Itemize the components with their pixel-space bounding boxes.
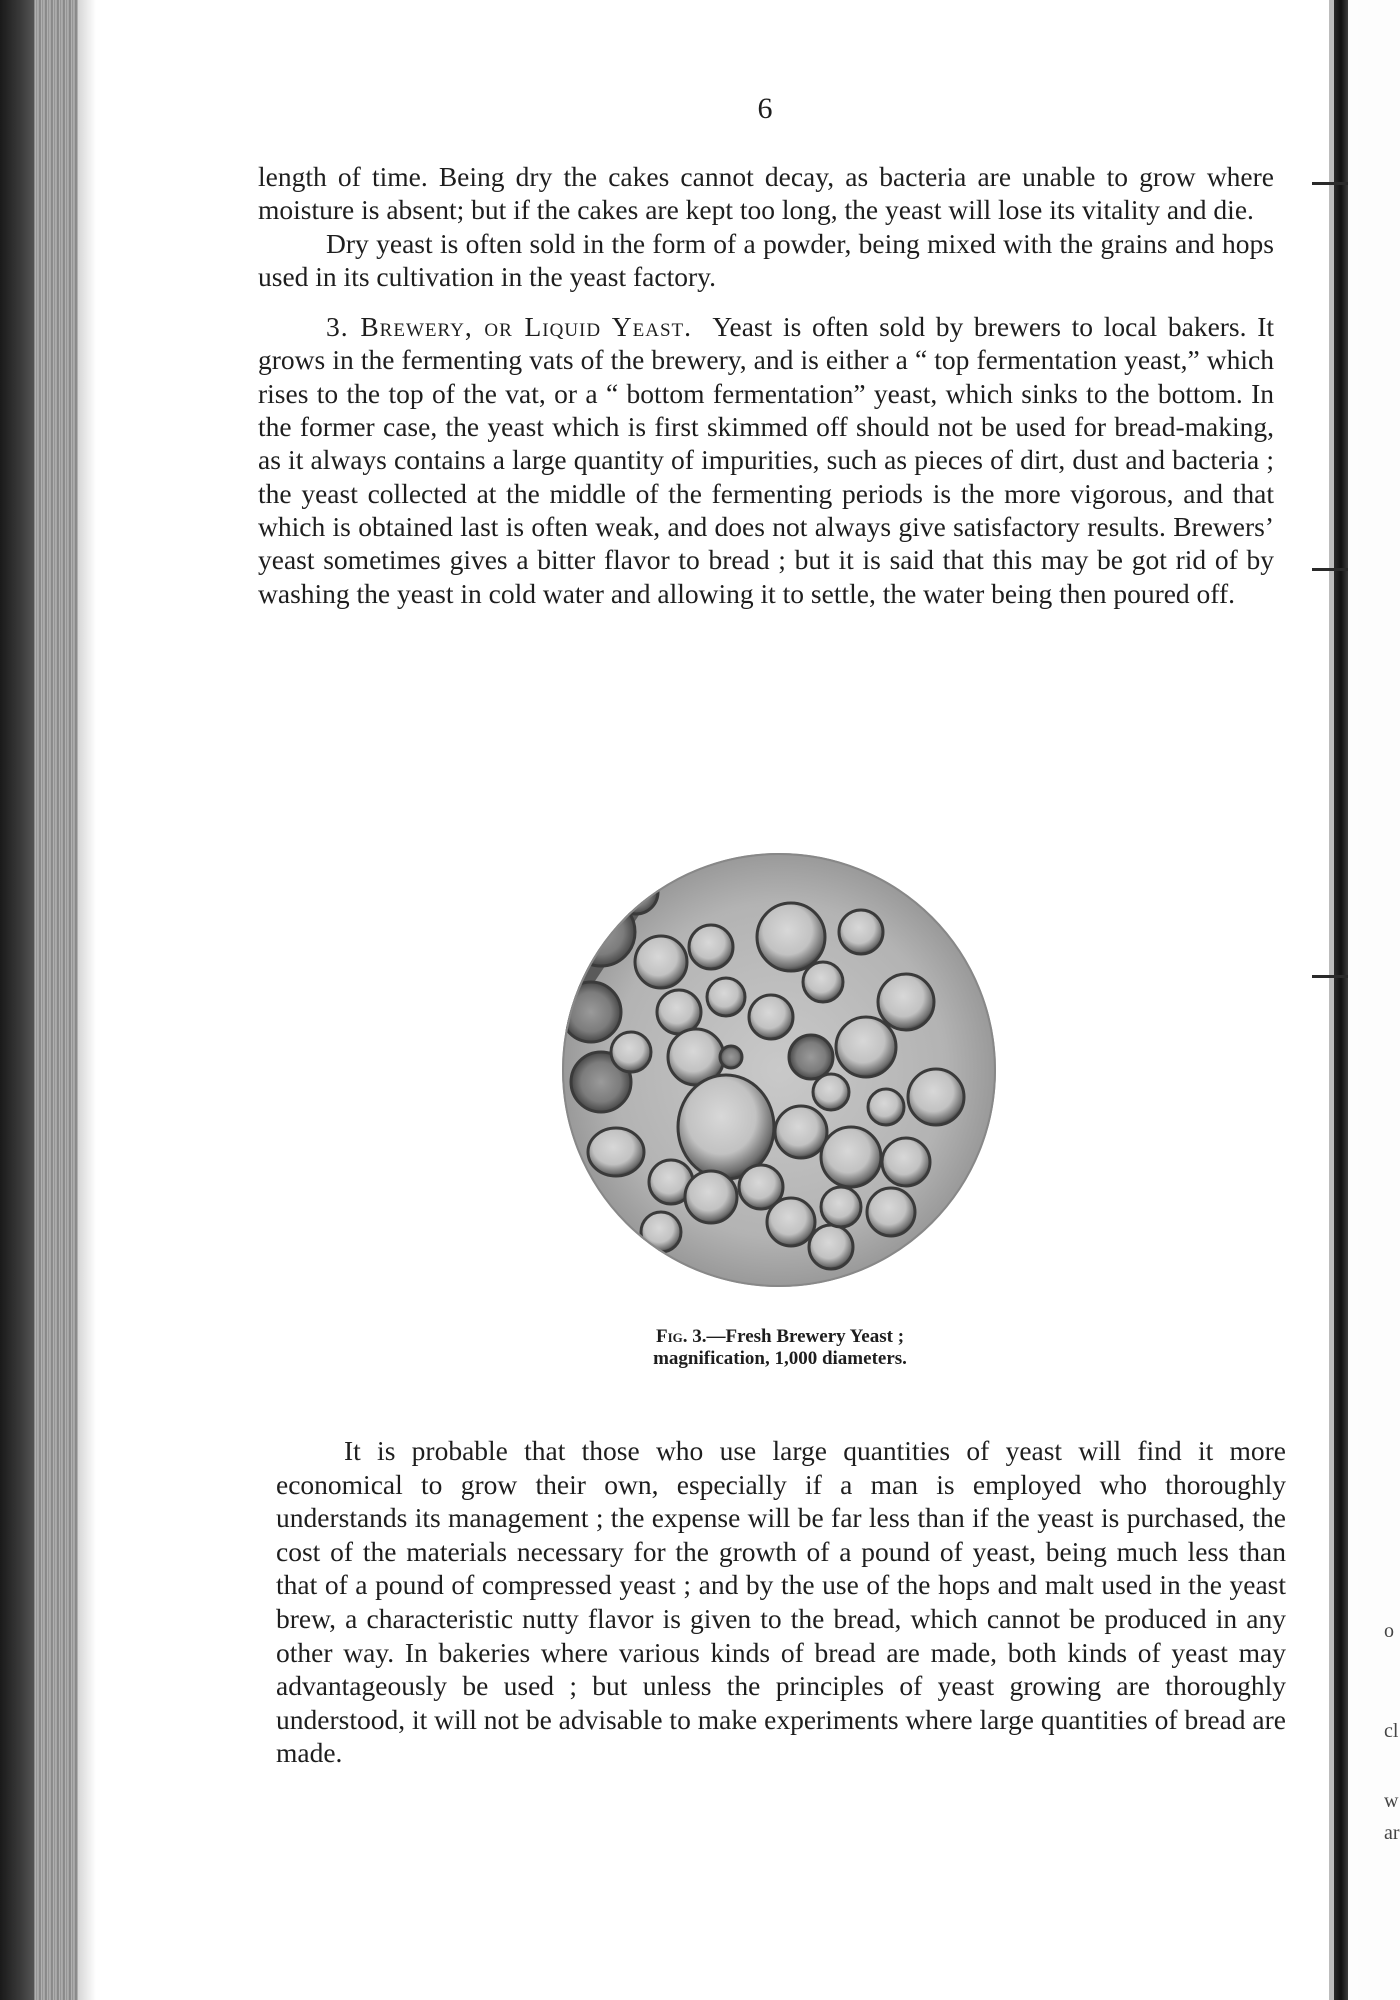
figure-caption xyxy=(520,1326,1040,1370)
book-cover-edge xyxy=(0,0,34,2000)
figure-label: Fig. 3. xyxy=(655,1326,707,1347)
body-text-top xyxy=(258,160,1274,610)
adjacent-page-fragment: w xyxy=(1384,1790,1399,1812)
caption-line-1: —Fresh Brewery Yeast ; xyxy=(706,1326,905,1347)
adjacent-page-fragment: o xyxy=(1384,1620,1394,1642)
section-paragraph xyxy=(258,310,1274,610)
adjacent-page-fragment: ar xyxy=(1384,1822,1400,1844)
page-gutter-shadow xyxy=(78,0,96,2000)
adjacent-page xyxy=(1348,0,1400,2000)
paragraph: Dry yeast is often sold in the form of a powder, being mixed with the grains and hops used in its cultivation in the yeast factory. xyxy=(258,227,1274,292)
adjacent-page-fragment: cl xyxy=(1384,1720,1399,1742)
micrograph-yeast-cells-icon xyxy=(561,852,997,1288)
yeast-micrograph-image xyxy=(561,852,997,1288)
caption-line-2: magnification, 1,000 diameters. xyxy=(653,1348,907,1369)
page-number: 6 xyxy=(757,92,773,125)
section-body: Yeast is often sold by brewers to local bakers. It grows in the fermenting vats of the brewery, and is either a “ top fermentation yeast,” which rises to the top of the vat, or a “ bottom fermentation” yeast, which sinks to the bottom. In the former case, the yeast which is first skimmed off should not be used for bread-making, as it always contains a large quantity of impurities, such as pieces of dirt, dust and bacteria ; the yeast collected at the middle of the fermenting periods is the more vigorous, and that which is obtained last is often weak, and does not always give satisfactory results. Brewers’ yeast sometimes gives a bitter flavor to bread ; but it is said that this may be got rid of by washing the yeast in cold water and allowing it to settle, the water being then poured off. xyxy=(258,311,1274,609)
section-heading: 3. Brewery, or Liquid Yeast. xyxy=(326,311,693,343)
book-spine xyxy=(1334,0,1348,2000)
paragraph: length of time. Being dry the cakes cannot decay, as bacteria are unable to grow where moisture is absent; but if the cakes are kept too long, the yeast will lose its vitality and die. xyxy=(258,161,1274,226)
body-text-bottom xyxy=(276,1434,1286,1770)
paragraph: It is probable that those who use large quantities of yeast will find it more economical to grow their own, especially if a man is employed who thoroughly understands its management ; the expense will be far less than if the yeast is purchased, the cost of the materials necessary for the growth of a pound of yeast, being much less than that of a pound of compressed yeast ; and by the use of the hops and malt used in the yeast brew, a characteristic nutty flavor is given to the bread, which cannot be produced in any other way. In bakeries where various kinds of bread are made, both kinds of yeast may advantageously be used ; but unless the principles of yeast growing are thoroughly understood, it will not be advisable to make experiments where large quantities of bread are made. xyxy=(276,1435,1286,1769)
